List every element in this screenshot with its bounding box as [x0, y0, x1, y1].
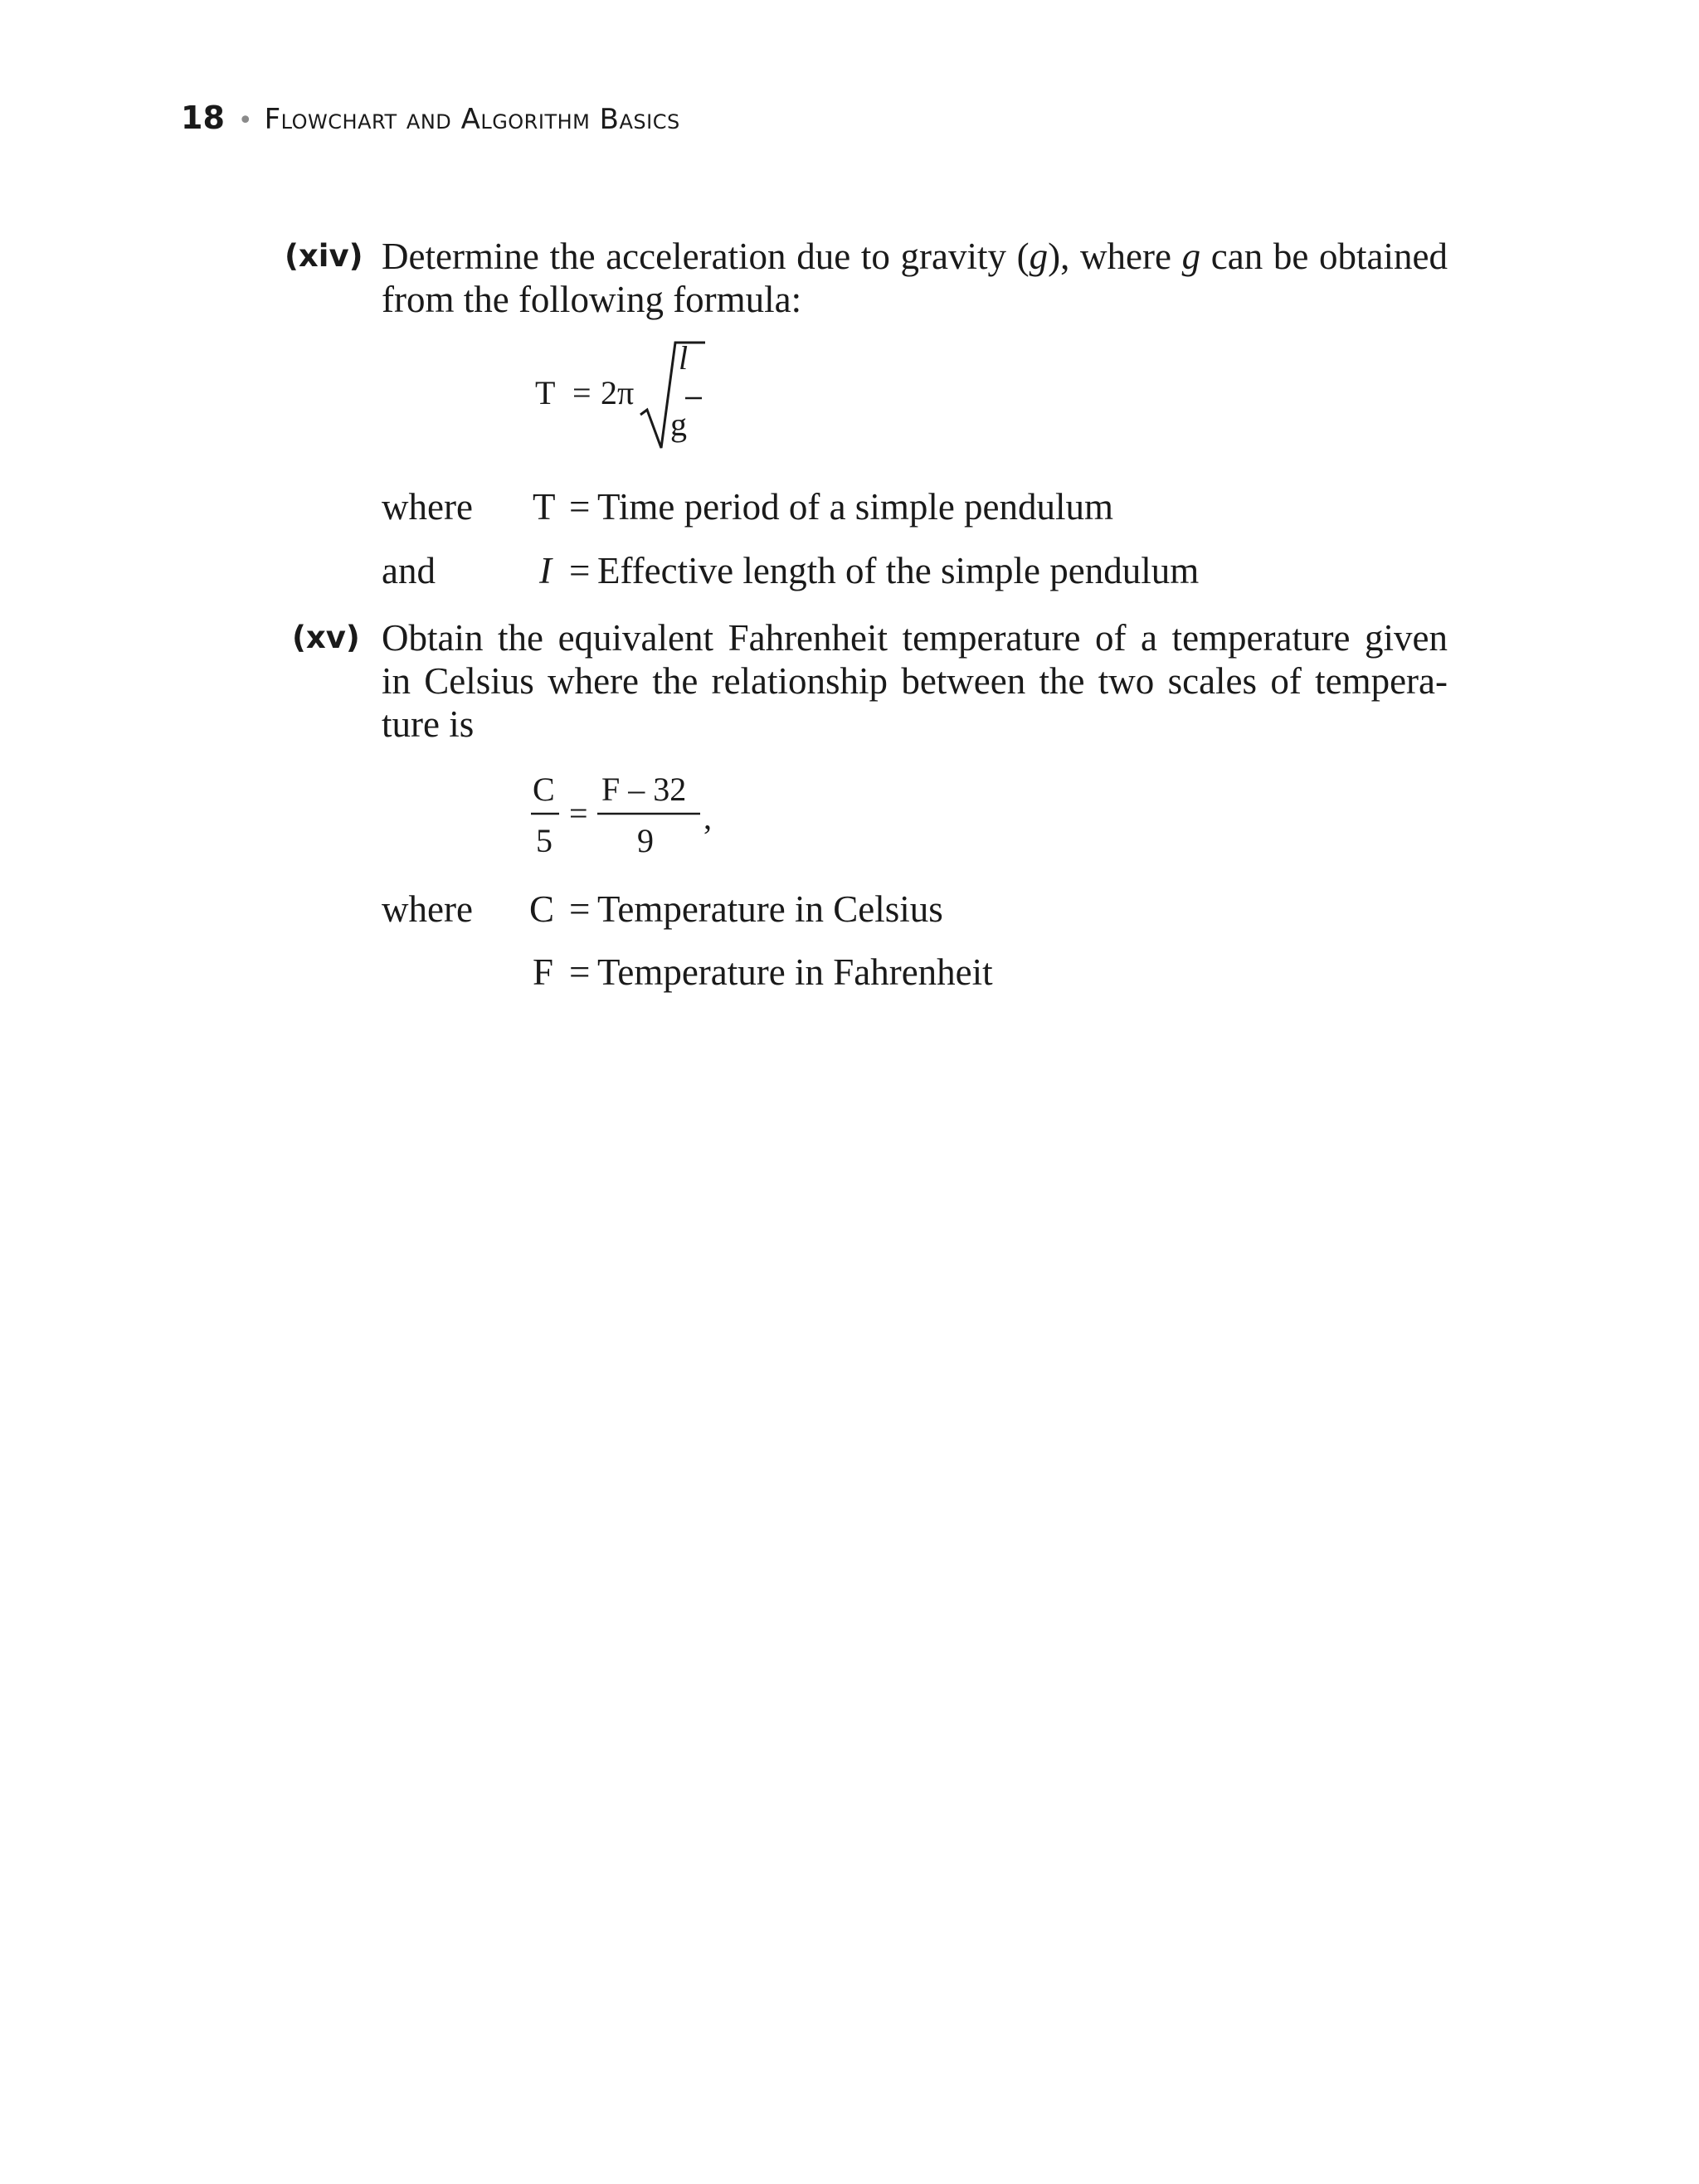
definition-equals: = — [569, 550, 591, 591]
variable-g: g — [1029, 236, 1049, 277]
and-label: and — [382, 550, 436, 591]
running-title: Flowchart and Algorithm Basics — [264, 103, 680, 136]
definition-symbol: C — [529, 888, 555, 930]
definition-text: Effective length of the simple pendulum — [597, 550, 1200, 591]
text-span: ), where — [1048, 236, 1182, 277]
definition-text: Temperature in Fahrenheit — [597, 951, 993, 993]
variable-g: g — [1181, 236, 1201, 277]
fraction-denominator: 5 — [536, 822, 553, 859]
definition-text: Time period of a simple pendulum — [597, 486, 1114, 528]
definition-equals: = — [569, 888, 591, 930]
exercise-xv-line-3: ture is — [382, 703, 475, 745]
fraction-numerator: C — [533, 771, 555, 808]
exercise-xv-line-1: Obtain the equivalent Fahrenheit temperature of a temperature given — [382, 617, 1448, 659]
page-number: 18 — [181, 100, 225, 136]
formula-trailing-comma: , — [703, 799, 712, 836]
formula-coefficient: 2π — [601, 374, 635, 411]
definition-symbol: I — [539, 550, 552, 591]
exercise-xiv-line-1 — [382, 235, 1448, 278]
definition-equals: = — [569, 951, 591, 993]
formula-numerator: l — [679, 339, 689, 377]
fraction-numerator: F – 32 — [601, 771, 687, 808]
definition-text: Temperature in Celsius — [597, 888, 943, 930]
text-span: Determine the acceleration due to gravity ( — [382, 236, 1030, 277]
definition-equals: = — [569, 486, 591, 528]
formula-denominator: g — [670, 406, 687, 443]
fraction-denominator: 9 — [637, 822, 654, 859]
exercise-label-xv: (xv) — [292, 620, 360, 655]
where-label: where — [382, 888, 473, 930]
running-header — [181, 100, 680, 149]
header-separator: • — [237, 106, 253, 135]
definition-symbol: T — [533, 486, 556, 528]
where-label: where — [382, 486, 473, 528]
definition-symbol: F — [533, 951, 554, 993]
exercise-xiv-line-2: from the following formula: — [382, 279, 802, 320]
text-span: can be obtained — [1200, 236, 1448, 277]
exercise-xv-line-2: in Celsius where the relationship between the two scales of tempera- — [382, 660, 1448, 702]
fraction-bar — [531, 812, 559, 815]
formula-equals: = — [572, 374, 591, 411]
fraction-bar — [597, 812, 700, 815]
formula-equals: = — [569, 795, 588, 832]
exercise-label-xiv: (xiv) — [285, 238, 363, 274]
formula-lhs: T — [535, 374, 556, 411]
